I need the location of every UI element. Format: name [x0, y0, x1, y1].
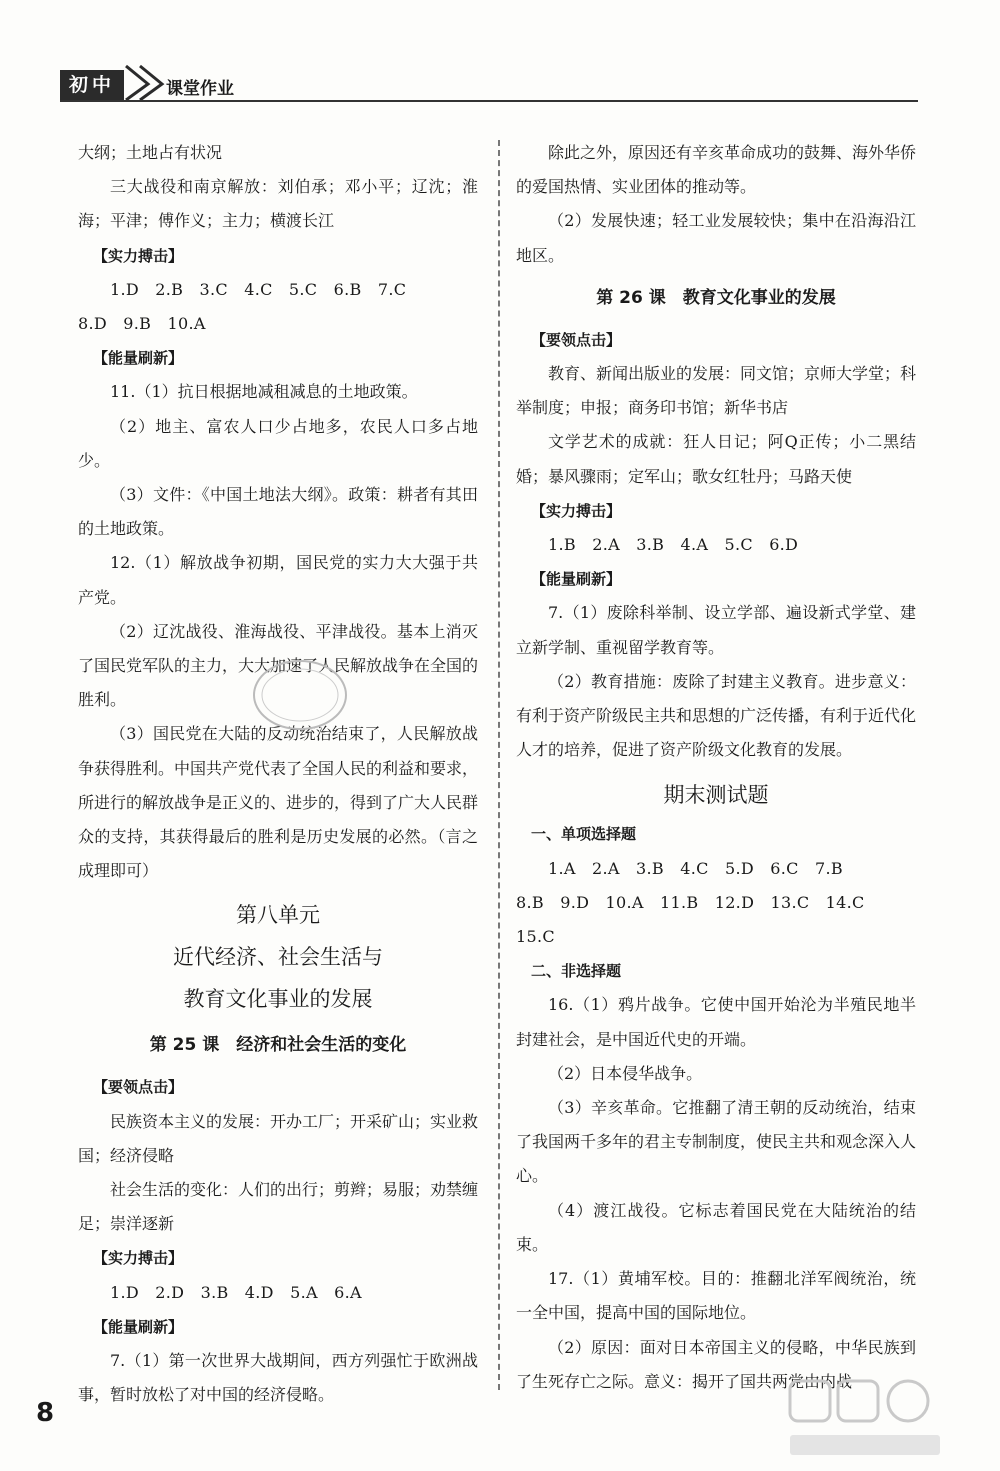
right-paragraph: （2）发展快速；轻工业发展较快；集中在沿海沿江地区。 — [516, 211, 916, 265]
answer-line: 1.D 2.B 3.C 4.C 5.C 6.B 7.C — [110, 279, 407, 299]
section-tag-shili: 【实力搏击】 — [93, 1249, 184, 1268]
answer-line: 8.B 9.D 10.A 11.B 12.D 13.C 14.C — [516, 892, 865, 912]
exam-section-heading: 一、单项选择题 — [531, 825, 637, 844]
answer-line: 1.B 2.A 3.B 4.A 5.C 6.D — [548, 535, 799, 555]
left-paragraph: 民族资本主义的发展：开办工厂；开采矿山；实业救国；经济侵略 — [78, 1111, 479, 1165]
section-tag-shili: 【实力搏击】 — [93, 246, 184, 265]
answer-line: 1.D 2.D 3.B 4.D 5.A 6.A — [110, 1282, 362, 1302]
left-paragraph: 大纲；土地占有状况 — [78, 143, 223, 162]
watermark-logo-icon — [786, 1375, 976, 1465]
lesson-heading: 第 25 课 经济和社会生活的变化 — [149, 1035, 407, 1056]
question-answer: （2）原因：面对日本帝国主义的侵略，中华民族到了生死存亡之际。意义：揭开了国共两党由内战 — [516, 1337, 916, 1391]
page-header — [60, 62, 920, 102]
answer-line: 1.A 2.A 3.B 4.C 5.D 6.C 7.B — [548, 858, 843, 878]
section-tag-nengliang: 【能量刷新】 — [531, 570, 622, 589]
question-answer: （4）渡江战役。它标志着国民党在大陆统治的结束。 — [516, 1200, 916, 1254]
left-paragraph: 三大战役和南京解放：刘伯承；邓小平；辽沈；淮海；平津；傅作义；主力；横渡长江 — [78, 177, 478, 231]
left-column — [78, 136, 478, 1413]
right-paragraph: 教育、新闻出版业的发展：同文馆；京师大学堂；科举制度；申报；商务印书馆；新华书店 — [516, 364, 917, 418]
question-answer: 12.（1）解放战争初期，国民党的实力大大强于共产党。 — [78, 553, 478, 607]
section-tag-yaoling: 【要领点击】 — [93, 1078, 184, 1097]
question-answer: 7.（1）废除科举制、设立学部、遍设新式学堂、建立新学制、重视留学教育等。 — [516, 603, 916, 657]
right-column — [516, 136, 916, 1399]
section-tag-shili: 【实力搏击】 — [531, 501, 622, 520]
unit-heading: 第八单元 — [236, 903, 320, 928]
unit-heading: 近代经济、社会生活与 — [173, 945, 383, 970]
question-answer: （3）文件：《中国土地法大纲》。政策：耕者有其田的土地政策。 — [78, 485, 478, 539]
question-answer: （2）辽沈战役、淮海战役、平津战役。基本上消灭了国民党军队的主力，大大加速了人民解放战争在全国的胜利。 — [78, 621, 479, 710]
question-answer: 17.（1）黄埔军校。目的：推翻北洋军阀统治，统一全中国，提高中国的国际地位。 — [516, 1269, 916, 1323]
section-tag-nengliang: 【能量刷新】 — [93, 349, 184, 368]
question-answer: （3）国民党在大陆的反动统治结束了，人民解放战争获得胜利。中国共产党代表了全国人民的利益和要求，所进行的解放战争是正义的、进步的，得到了广大人民群众的支持，其获得最后的胜利是历史发展的必然。（言之成理即可） — [78, 724, 479, 881]
section-tag-nengliang: 【能量刷新】 — [93, 1317, 184, 1336]
stamp-seal-icon — [250, 655, 350, 735]
question-answer: （2）地主、富农人口少占地多，农民人口多占地少。 — [78, 416, 478, 470]
question-answer: 11.（1）抗日根据地减租减息的土地政策。 — [110, 382, 418, 402]
answer-line: 8.D 9.B 10.A — [78, 314, 206, 334]
column-divider — [498, 140, 500, 1390]
question-answer: （3）辛亥革命。它推翻了清王朝的反动统治，结束了我国两千多年的君主专制制度，使民主共和观念深入人心。 — [516, 1098, 917, 1186]
header-rule — [60, 100, 918, 102]
question-answer: （2）日本侵华战争。 — [548, 1063, 703, 1083]
right-paragraph: 文学艺术的成就：狂人日记；阿Q正传；小二黑结婚；暴风骤雨；定军山；歌女红牡丹；马路天使 — [516, 432, 916, 486]
unit-heading: 教育文化事业的发展 — [183, 987, 373, 1012]
question-answer: 7.（1）第一次世界大战期间，西方列强忙于欧洲战事，暂时放松了对中国的经济侵略。 — [78, 1351, 478, 1405]
right-paragraph: 除此之外，原因还有辛亥革命成功的鼓舞、海外华侨的爱国热情、实业团体的推动等。 — [516, 143, 917, 197]
header-level-badge: 初中 — [60, 70, 124, 100]
page-number: 8 — [36, 1398, 55, 1428]
question-answer: （2）教育措施：废除了封建主义教育。进步意义：有利于资产阶级民主共和思想的广泛传播，有利于近代化人才的培养，促进了资产阶级文化教育的发展。 — [516, 671, 917, 760]
answer-line: 15.C — [516, 927, 555, 947]
exam-title: 期末测试题 — [663, 783, 769, 808]
section-tag-yaoling: 【要领点击】 — [531, 330, 622, 349]
header-title: 课堂作业 — [166, 79, 234, 99]
question-answer: 16.（1）鸦片战争。它使中国开始沦为半殖民地半封建社会，是中国近代史的开端。 — [516, 995, 916, 1049]
left-paragraph: 社会生活的变化：人们的出行；剪辫；易服；劝禁缠足；崇洋逐新 — [78, 1180, 479, 1234]
exam-section-heading: 二、非选择题 — [531, 962, 622, 981]
lesson-heading: 第 26 课 教育文化事业的发展 — [596, 287, 836, 308]
